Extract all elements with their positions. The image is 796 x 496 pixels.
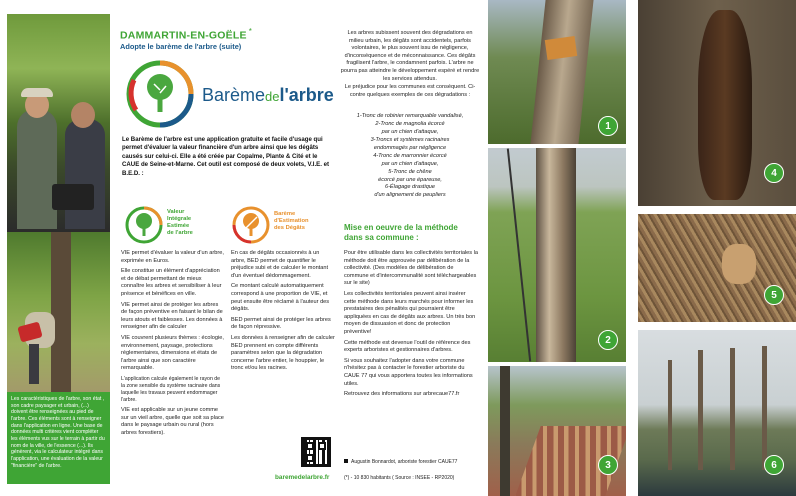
page-subtitle: Adopte le barème de l'arbre (suite) — [120, 42, 242, 51]
method-para: Cette méthode est devenue l'outil de référence des experts arboristes et gestionnaires d'arbres. — [344, 339, 471, 354]
damages-para: Les arbres subissent souvent des dégradations en milieu urbain, les dégâts sont accidentels, parfois volontaires, le plus souvent issu de négligence, d'inconséquence et de méconnaissance. Ces dégâts fragilisent l'arbre, le condamnent parfois. L'arbre ne pourra pas atteindre le développement espéré et rendre les services attendus. — [340, 30, 480, 82]
bareme-logo — [126, 60, 334, 132]
bed-para: En cas de dégâts occasionnés à un arbre, BED permet de quantifier le préjudice subi et de calculer le montant d'un éventuel dédommagement. — [231, 250, 329, 279]
damages-examples — [340, 113, 480, 200]
photo-5-chene — [638, 214, 796, 322]
page-title: DAMMARTIN-EN-GOËLE * — [120, 27, 253, 42]
author-line: Augustin Bonnardot, arboriste forestier CAUE77 — [344, 459, 457, 465]
photo-number-badge: 4 — [764, 163, 784, 183]
method-text — [344, 250, 479, 402]
bed-text — [231, 250, 335, 376]
example-line: écorcé par une épareuse, — [378, 176, 442, 183]
photo-measuring-tree — [7, 232, 110, 392]
bed-para: BED permet ainsi de protéger les arbres de façon répressive. — [231, 316, 331, 331]
bareme-logo-icon — [126, 60, 194, 128]
method-para: Retrouvez des informations sur arbrecaue77.fr — [344, 391, 460, 398]
vie-logo — [125, 206, 215, 246]
bed-logo — [232, 206, 332, 246]
example-line: 3-Troncs et systèmes racinaires — [370, 136, 450, 143]
footnote: (*) - 10 830 habitants ( Source : INSEE - RP2020) — [344, 475, 455, 481]
vie-para: VIE permet ainsi de protéger les arbres de façon préventive en faisant le bilan de leurs atouts et faiblesses. Les données à renseigner afin de calculer — [121, 301, 223, 331]
example-line: 4-Tronc de marronnier écorcé — [373, 152, 447, 159]
photo-3-roots — [488, 366, 626, 496]
vie-para: VIE couvrent plusieurs thèmes : écologie, environnement, paysage, protections réglementaires, dimensions et états de l'arbre ainsi que son caractère remarquable. — [121, 334, 224, 372]
photo-arborists-top — [7, 14, 110, 232]
photo-number-badge: 6 — [764, 455, 784, 475]
bed-para: Ce montant calculé automatiquement correspond à une proportion de VIE, et peut ensuite être réclamé à l'auteur des dégâts. — [231, 283, 330, 313]
bed-para: Les données à renseigner afin de calculer BED prennent en compte différents paramètres selon que la dégradation concerne l'arbre entier, le houppier, le tronc et/ou les racines. — [231, 334, 335, 372]
damages-text — [340, 30, 480, 99]
photo-number-badge: 3 — [598, 455, 618, 475]
left-caption-box — [7, 392, 110, 484]
example-line: par un chien d'attaque, — [381, 160, 439, 167]
bareme-url[interactable]: baremedelarbre.fr — [275, 474, 330, 481]
method-para: Pour être utilisable dans les collectivités territoriales la méthode doit être approuvée par délibération de la collectivité. (Des modèles de délibération de commune et d'intercommunalité sont téléchargeables sur le site) — [344, 250, 478, 287]
bareme-logo-text: Barèmedel'arbre — [202, 85, 334, 105]
damages-para: Le préjudice pour les communes est conséquent. Ci-contre quelques exemples de ces dégradations : — [344, 84, 476, 98]
vie-para: L'application calcule également le rayon de la zone sensible du système racinaire dans laquelle les travaux peuvent endommager l'arbre. — [121, 375, 221, 404]
photo-number-badge: 2 — [598, 330, 618, 350]
intro-paragraph: Le Barème de l'arbre est une application gratuite et facile d'usage qui permet d'évaluer la valeur financière d'un arbre ainsi que les dégâts causés sur celui-ci. Elle a été créée par Copalme, Plante & Cité et le CAUE de Seine-et-Marne. Cet outil est composé de deux volets, V.I.E. et B.E.D. : — [122, 136, 330, 177]
vie-para: VIE permet d'évaluer la valeur d'un arbre, exprimée en Euros. — [121, 250, 224, 264]
vie-para: VIE est applicable sur un jeune comme sur un vieil arbre, quelle que soit sa place dans le paysage urbain ou rural (hors arbres forestiers). — [121, 407, 224, 436]
photo-number-badge: 5 — [764, 285, 784, 305]
method-para: Les collectivités territoriales peuvent ainsi insérer cette méthode dans leurs marchés pour informer les prestataires des pénalités qui pourraient être appliquées en cas de dégâts aux arbres. Un très bon moyen de dissuasion et donc de protection préventive! — [344, 290, 476, 335]
qr-code[interactable] — [301, 437, 331, 467]
photo-number-badge: 1 — [598, 116, 618, 136]
example-line: 5-Tronc de chêne — [388, 168, 432, 175]
bed-logo-text: Barème d'Estimation des Dégâts — [274, 211, 309, 231]
method-heading: Mise en oeuvre de la méthode dans sa commune : — [344, 223, 458, 242]
example-line: 2-Tronc de magnolia écorcé — [375, 120, 445, 127]
method-para: Si vous souhaitez l'adopter dans votre commune n'hésitez pas à contacter le forestier arboriste du CAUE 77 qui vous apportera toutes les informations utiles. — [344, 357, 473, 387]
vie-logo-text: Valeur Intégrale Estimée de l'arbre — [167, 209, 193, 236]
example-line: endommagés par négligence — [373, 144, 447, 151]
example-line: par un chien d'attaque, — [381, 128, 439, 135]
author-bullet — [344, 459, 348, 463]
left-caption-text: Les caractéristiques de l'arbre, son état , son cadre paysager et urbain, (...) doivent être renseignées au pied de l'arbre. Ces éléments sont à renseigner dans l'application en ligne. Une base de données multi critères vient compléter les éléments vus sur le terrain à partir du nom de la ville, de l'essence (...). Ils génèrent, via le calculateur intégré dans l'application, une évaluation de la valeur "financière" de l'arbre. — [11, 396, 105, 469]
example-line: 6-Élagage drastique — [384, 184, 436, 191]
example-line: d'un alignement de peupliers — [374, 192, 446, 199]
vie-text — [121, 250, 225, 441]
vie-logo-icon — [125, 206, 163, 244]
example-line: 1-Tronc de robinier remarquable vandalisé, — [356, 113, 464, 119]
title-asterisk: * — [248, 27, 253, 36]
bed-logo-icon — [232, 206, 270, 244]
vie-para: Elle constitue un élément d'appréciation et de débat permettant de mieux connaître les arbres et sensibiliser à leur présence et bénéfices en ville. — [121, 268, 222, 297]
